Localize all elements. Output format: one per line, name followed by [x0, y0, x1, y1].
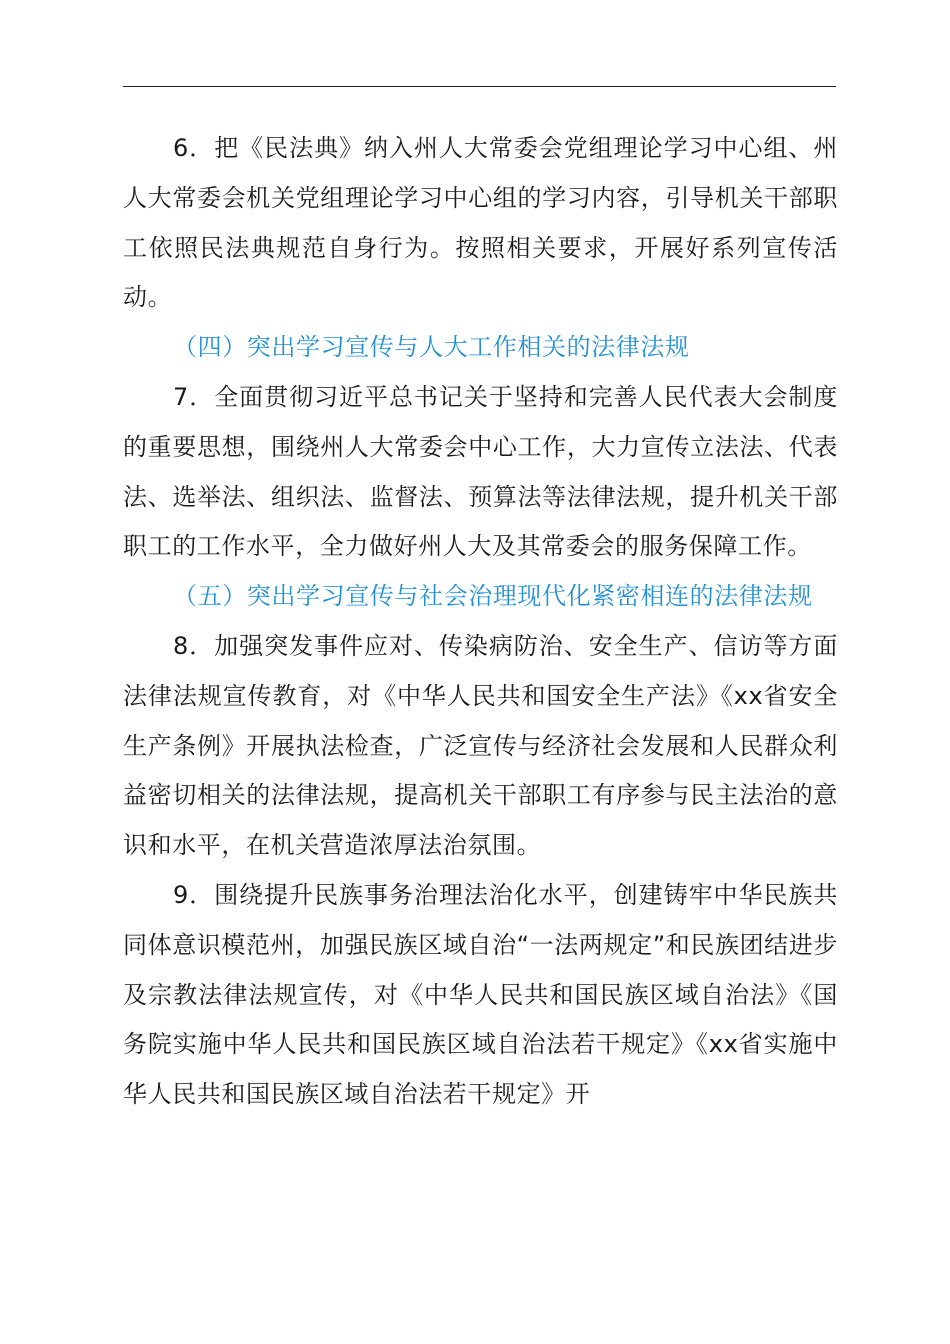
paragraph-item-9: 9．围绕提升民族事务治理法治化水平，创建铸牢中华民族共同体意识模范州，加强民族区域自治“一法两规定”和民族团结进步及宗教法律法规宣传，对《中华人民共和国民族区域自治法》《国务院实施中华人民共和国民族区域自治法若干规定》《xx省实施中华人民共和国民族区域自治法若干规定》开 — [123, 880, 838, 1109]
paragraph-item-6: 6．把《民法典》纳入州人大常委会党组理论学习中心组、州人大常委会机关党组理论学习中心组的学习内容，引导机关干部职工依照民法典规范自身行为。按照相关要求，开展好系列宣传活动。 — [123, 134, 838, 312]
document-body — [123, 124, 838, 1120]
paragraph-item-7: 7．全面贯彻习近平总书记关于坚持和完善人民代表大会制度的重要思想，围绕州人大常委会中心工作，大力宣传立法法、代表法、选举法、组织法、监督法、预算法等法律法规，提升机关干部职工的工作水平，全力做好州人大及其常委会的服务保障工作。 — [123, 382, 838, 561]
header-rule — [123, 86, 836, 87]
section-heading-5: （五）突出学习宣传与社会治理现代化紧密相连的法律法规 — [173, 582, 813, 611]
paragraph-item-8: 8．加强突发事件应对、传染病防治、安全生产、信访等方面法律法规宣传教育，对《中华人民共和国安全生产法》《xx省安全生产条例》开展执法检查，广泛宣传与经济社会发展和人民群众利益密切相关的法律法规，提高机关干部职工有序参与民主法治的意识和水平，在机关营造浓厚法治氛围。 — [123, 631, 838, 860]
section-heading-4: （四）突出学习宣传与人大工作相关的法律法规 — [173, 333, 690, 362]
